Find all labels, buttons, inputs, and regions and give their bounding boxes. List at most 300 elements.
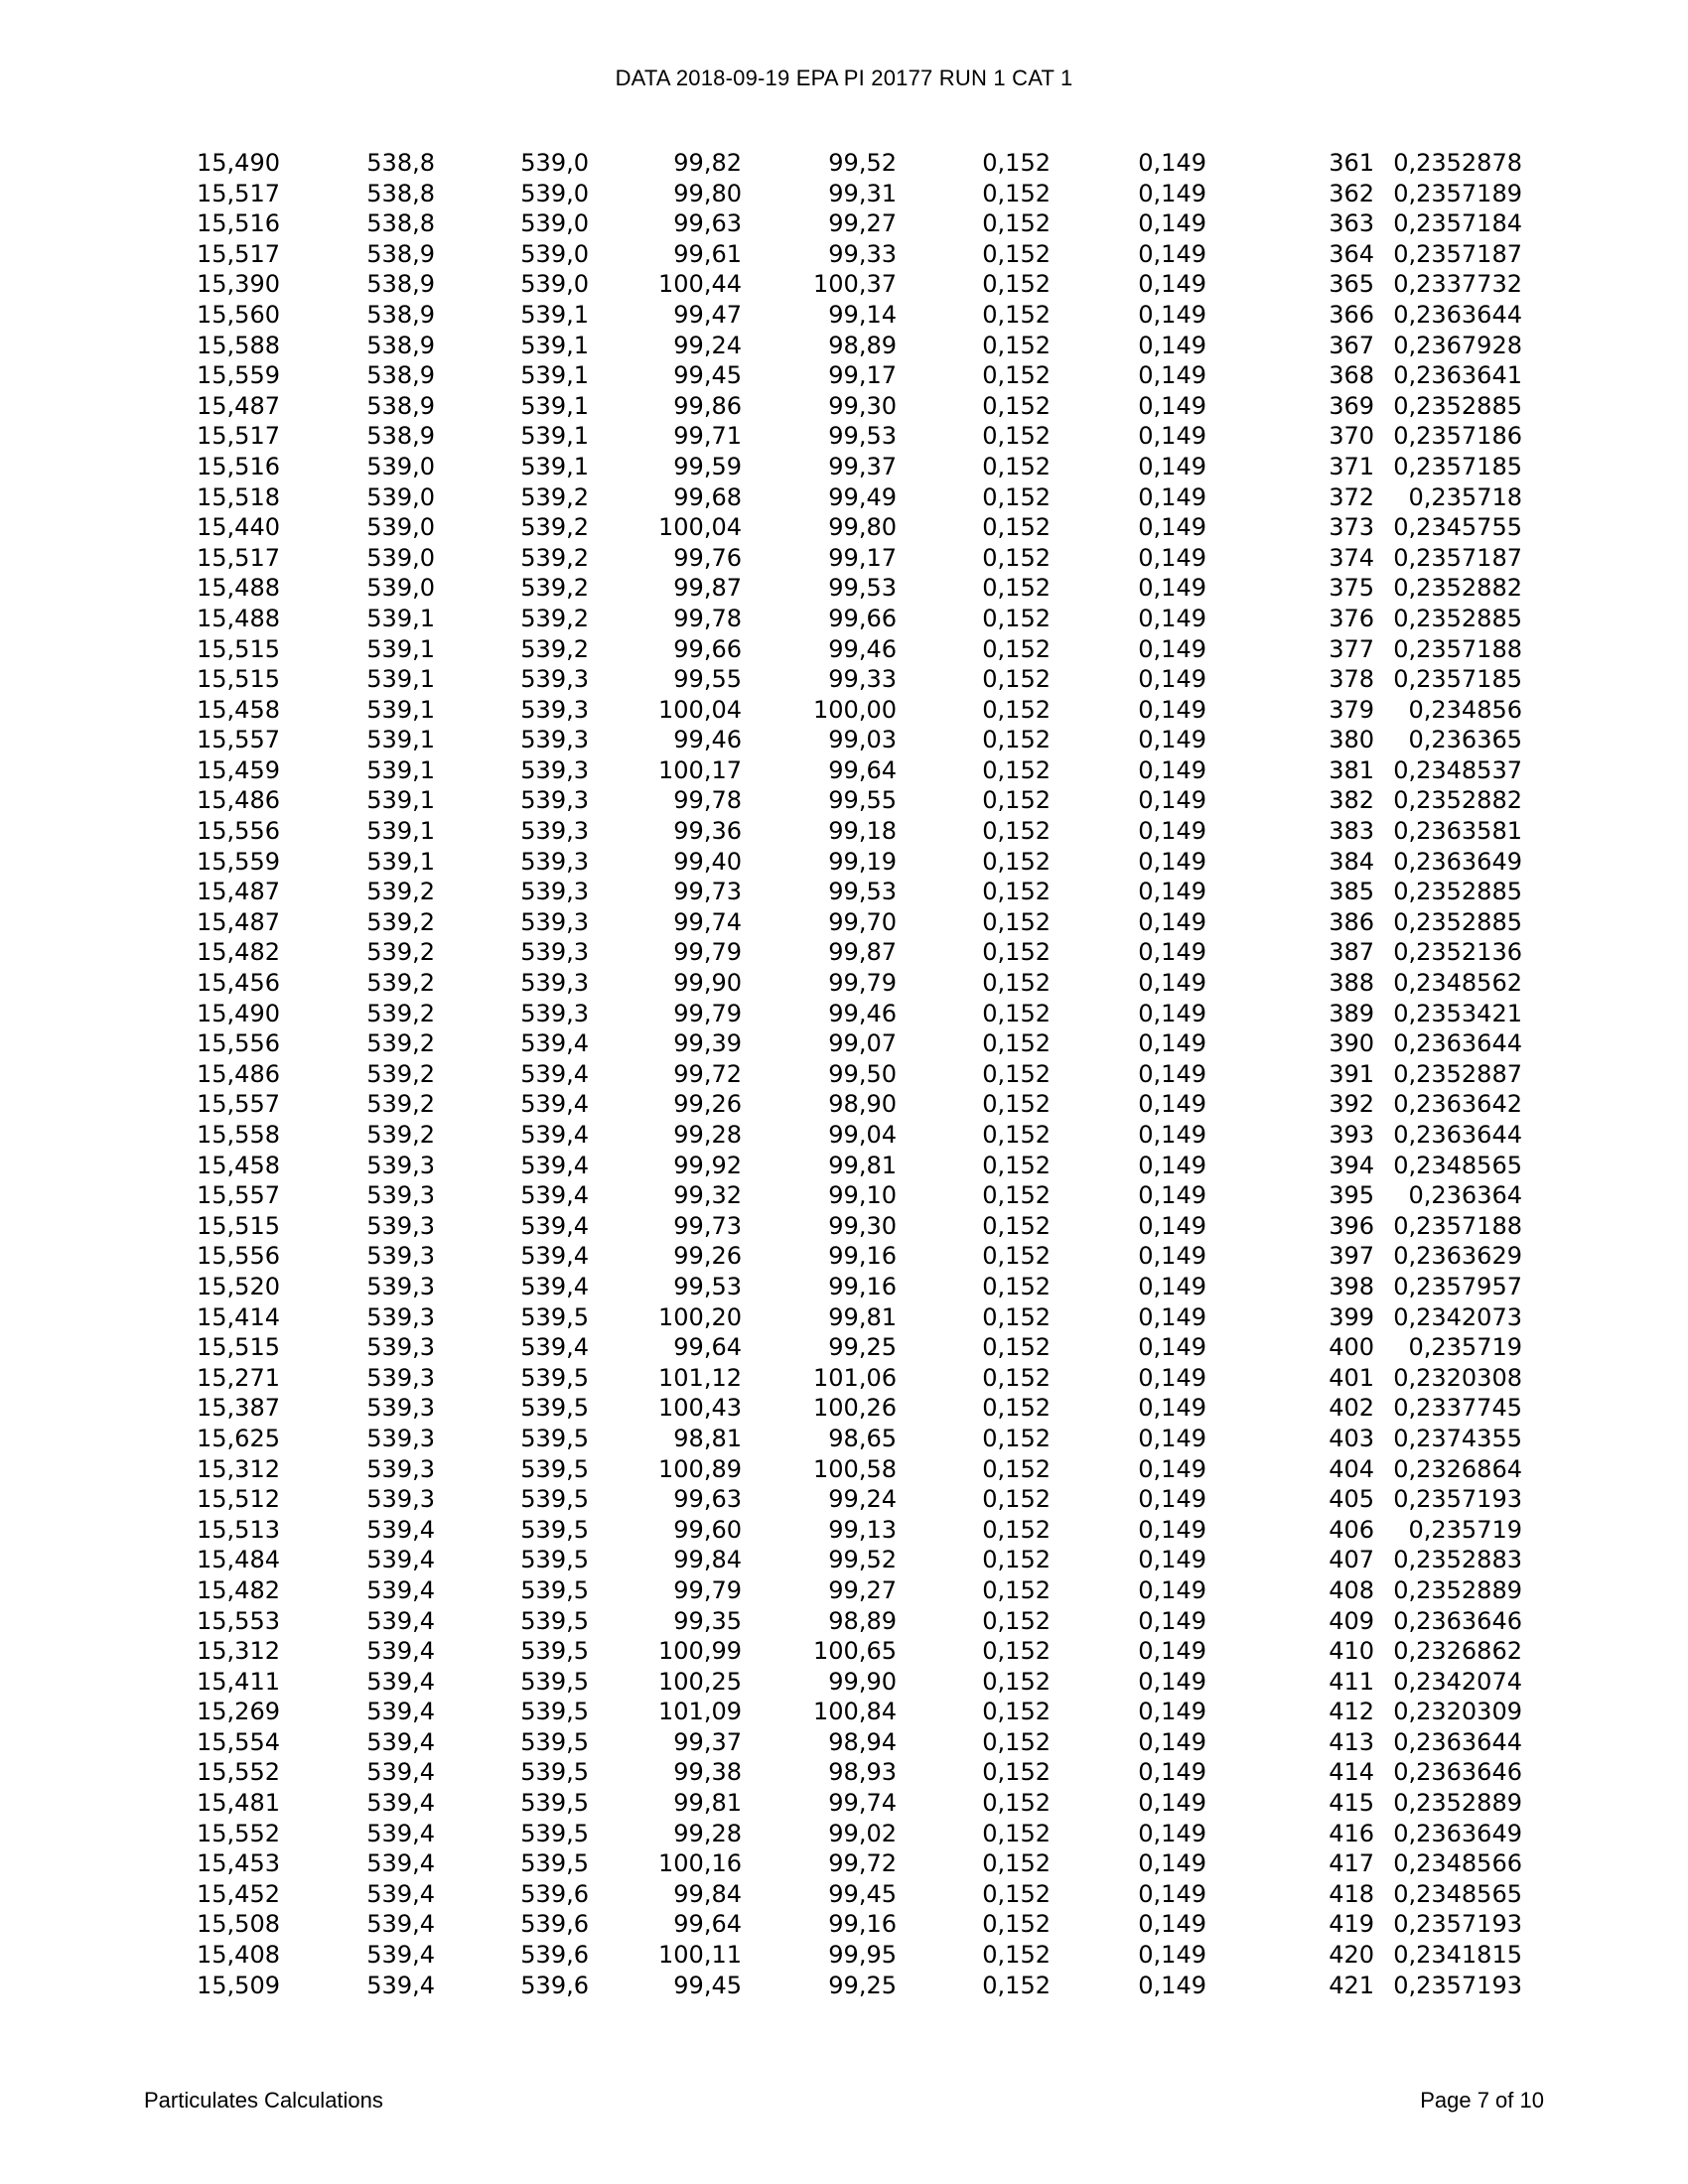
table-cell: 539,0 — [366, 574, 435, 603]
table-cell: 0,152 — [982, 847, 1051, 876]
table-cell: 0,149 — [1138, 1394, 1206, 1423]
table-cell: 99,26 — [673, 1242, 742, 1271]
footer-page-number: Page 7 of 10 — [1420, 2088, 1544, 2113]
table-row — [119, 1545, 1522, 1575]
table-cell: 379 — [1329, 695, 1374, 724]
table-cell: 539,2 — [520, 574, 589, 603]
table-row — [119, 1940, 1522, 1971]
table-row — [119, 1120, 1522, 1151]
table-cell: 100,37 — [813, 270, 897, 299]
table-cell: 15,490 — [197, 999, 280, 1027]
table-cell: 15,554 — [197, 1727, 280, 1756]
table-cell: 392 — [1329, 1090, 1374, 1119]
table-cell: 539,1 — [366, 726, 435, 754]
table-row — [119, 179, 1522, 209]
table-cell: 15,482 — [197, 938, 280, 967]
table-cell: 99,25 — [828, 1971, 897, 1999]
table-row — [119, 1424, 1522, 1454]
table-cell: 539,6 — [520, 1879, 589, 1908]
table-cell: 539,3 — [366, 1181, 435, 1210]
table-cell: 15,517 — [197, 179, 280, 207]
table-row — [119, 512, 1522, 543]
table-cell: 0,152 — [982, 1454, 1051, 1483]
table-cell: 539,3 — [366, 1333, 435, 1362]
table-cell: 0,2363646 — [1393, 1606, 1522, 1635]
table-cell: 15,513 — [197, 1515, 280, 1544]
table-cell: 15,487 — [197, 391, 280, 420]
table-cell: 0,2357185 — [1393, 452, 1522, 480]
table-cell: 539,2 — [366, 999, 435, 1027]
table-cell: 99,38 — [673, 1758, 742, 1787]
table-cell: 99,92 — [673, 1151, 742, 1179]
table-cell: 0,149 — [1138, 179, 1206, 207]
table-cell: 395 — [1329, 1181, 1374, 1210]
table-cell: 15,557 — [197, 1090, 280, 1119]
table-cell: 0,152 — [982, 695, 1051, 724]
table-cell: 0,152 — [982, 726, 1051, 754]
table-cell: 0,2357185 — [1393, 665, 1522, 694]
table-body — [119, 148, 1522, 2000]
table-cell: 15,458 — [197, 1151, 280, 1179]
table-cell: 539,5 — [520, 1454, 589, 1483]
table-row — [119, 634, 1522, 665]
table-cell: 0,2363644 — [1393, 1727, 1522, 1756]
table-cell: 387 — [1329, 938, 1374, 967]
table-cell: 539,0 — [366, 482, 435, 511]
table-cell: 0,2357189 — [1393, 179, 1522, 207]
table-cell: 383 — [1329, 817, 1374, 846]
table-cell: 99,02 — [828, 1819, 897, 1847]
table-cell: 99,45 — [673, 361, 742, 390]
table-cell: 0,152 — [982, 513, 1051, 542]
table-cell: 0,149 — [1138, 1059, 1206, 1088]
table-cell: 0,149 — [1138, 755, 1206, 784]
table-cell: 99,37 — [673, 1727, 742, 1756]
table-cell: 539,2 — [520, 543, 589, 572]
table-cell: 0,149 — [1138, 817, 1206, 846]
table-cell: 0,149 — [1138, 1424, 1206, 1452]
table-cell: 15,486 — [197, 786, 280, 815]
table-cell: 0,2363644 — [1393, 1029, 1522, 1058]
table-cell: 0,152 — [982, 755, 1051, 784]
table-cell: 539,3 — [520, 786, 589, 815]
table-cell: 539,2 — [366, 878, 435, 906]
table-cell: 375 — [1329, 574, 1374, 603]
table-cell: 99,27 — [828, 209, 897, 238]
table-cell: 100,44 — [658, 270, 742, 299]
table-row — [119, 421, 1522, 452]
table-row — [119, 1667, 1522, 1698]
table-cell: 15,518 — [197, 482, 280, 511]
table-cell: 420 — [1329, 1941, 1374, 1970]
table-cell: 539,0 — [520, 239, 589, 268]
table-cell: 539,4 — [520, 1029, 589, 1058]
table-cell: 539,4 — [366, 1941, 435, 1970]
table-cell: 0,2337732 — [1393, 270, 1522, 299]
table-cell: 15,625 — [197, 1424, 280, 1452]
table-cell: 15,557 — [197, 1181, 280, 1210]
table-cell: 99,17 — [828, 543, 897, 572]
table-cell: 397 — [1329, 1242, 1374, 1271]
table-cell: 99,73 — [673, 878, 742, 906]
table-cell: 539,0 — [520, 270, 589, 299]
table-cell: 539,4 — [366, 1727, 435, 1756]
table-cell: 0,149 — [1138, 1454, 1206, 1483]
table-cell: 0,152 — [982, 878, 1051, 906]
table-cell: 15,515 — [197, 634, 280, 663]
table-row — [119, 331, 1522, 361]
table-cell: 15,488 — [197, 604, 280, 632]
table-cell: 99,25 — [828, 1333, 897, 1362]
table-cell: 99,79 — [673, 999, 742, 1027]
table-cell: 15,512 — [197, 1485, 280, 1514]
table-cell: 0,152 — [982, 543, 1051, 572]
table-cell: 15,515 — [197, 1333, 280, 1362]
table-cell: 99,32 — [673, 1181, 742, 1210]
table-cell: 419 — [1329, 1910, 1374, 1939]
table-cell: 539,6 — [520, 1971, 589, 1999]
table-row — [119, 1697, 1522, 1727]
table-cell: 539,5 — [520, 1302, 589, 1331]
table-cell: 538,8 — [366, 209, 435, 238]
table-cell: 394 — [1329, 1151, 1374, 1179]
table-cell: 0,149 — [1138, 1637, 1206, 1666]
table-cell: 15,487 — [197, 907, 280, 936]
table-cell: 0,2353421 — [1393, 999, 1522, 1027]
table-cell: 0,149 — [1138, 1941, 1206, 1970]
table-cell: 15,509 — [197, 1971, 280, 1999]
table-cell: 0,2348565 — [1393, 1879, 1522, 1908]
table-cell: 100,65 — [813, 1637, 897, 1666]
table-cell: 0,149 — [1138, 270, 1206, 299]
table-cell: 539,4 — [366, 1637, 435, 1666]
table-cell: 415 — [1329, 1789, 1374, 1818]
table-cell: 99,28 — [673, 1121, 742, 1149]
table-cell: 99,49 — [828, 482, 897, 511]
table-cell: 0,149 — [1138, 239, 1206, 268]
table-cell: 539,3 — [520, 999, 589, 1027]
table-cell: 386 — [1329, 907, 1374, 936]
table-cell: 0,2352889 — [1393, 1789, 1522, 1818]
table-cell: 0,2348537 — [1393, 755, 1522, 784]
table-cell: 396 — [1329, 1211, 1374, 1240]
table-cell: 538,9 — [366, 300, 435, 329]
table-cell: 0,235719 — [1408, 1515, 1522, 1544]
table-cell: 98,89 — [828, 1606, 897, 1635]
table-cell: 538,9 — [366, 331, 435, 359]
table-cell: 0,2357186 — [1393, 422, 1522, 451]
table-cell: 0,152 — [982, 391, 1051, 420]
table-cell: 0,149 — [1138, 452, 1206, 480]
table-cell: 539,4 — [366, 1819, 435, 1847]
table-row — [119, 1636, 1522, 1667]
table-cell: 404 — [1329, 1454, 1374, 1483]
table-cell: 0,149 — [1138, 907, 1206, 936]
table-cell: 416 — [1329, 1819, 1374, 1847]
table-cell: 0,236364 — [1408, 1181, 1522, 1210]
table-cell: 15,516 — [197, 452, 280, 480]
table-cell: 539,5 — [520, 1424, 589, 1452]
table-cell: 0,152 — [982, 1819, 1051, 1847]
table-row — [119, 847, 1522, 878]
table-cell: 0,149 — [1138, 847, 1206, 876]
table-cell: 15,453 — [197, 1849, 280, 1878]
table-cell: 0,2357187 — [1393, 239, 1522, 268]
table-cell: 0,152 — [982, 361, 1051, 390]
table-cell: 539,0 — [366, 513, 435, 542]
table-cell: 0,2352878 — [1393, 149, 1522, 177]
table-cell: 99,84 — [673, 1879, 742, 1908]
table-cell: 539,4 — [366, 1575, 435, 1604]
table-cell: 539,3 — [366, 1485, 435, 1514]
table-row — [119, 452, 1522, 482]
table-cell: 0,152 — [982, 1546, 1051, 1574]
table-cell: 0,2342074 — [1393, 1667, 1522, 1696]
table-row — [119, 1180, 1522, 1211]
table-cell: 539,5 — [520, 1819, 589, 1847]
table-cell: 374 — [1329, 543, 1374, 572]
table-cell: 368 — [1329, 361, 1374, 390]
table-cell: 15,484 — [197, 1546, 280, 1574]
table-cell: 101,09 — [658, 1698, 742, 1726]
table-row — [119, 1757, 1522, 1788]
table-cell: 539,2 — [366, 1121, 435, 1149]
table-cell: 538,9 — [366, 270, 435, 299]
table-row — [119, 907, 1522, 938]
table-cell: 0,149 — [1138, 999, 1206, 1027]
table-row — [119, 1302, 1522, 1333]
table-cell: 0,152 — [982, 1789, 1051, 1818]
table-cell: 0,149 — [1138, 665, 1206, 694]
table-cell: 0,149 — [1138, 1121, 1206, 1149]
table-cell: 539,5 — [520, 1606, 589, 1635]
table-row — [119, 573, 1522, 604]
table-cell: 539,4 — [366, 1698, 435, 1726]
table-cell: 99,55 — [828, 786, 897, 815]
table-cell: 15,516 — [197, 209, 280, 238]
table-cell: 100,26 — [813, 1394, 897, 1423]
table-row — [119, 239, 1522, 270]
table-cell: 15,552 — [197, 1758, 280, 1787]
table-cell: 100,84 — [813, 1698, 897, 1726]
table-cell: 398 — [1329, 1272, 1374, 1300]
table-cell: 539,5 — [520, 1789, 589, 1818]
table-cell: 99,14 — [828, 300, 897, 329]
table-cell: 410 — [1329, 1637, 1374, 1666]
table-cell: 0,2363629 — [1393, 1242, 1522, 1271]
table-cell: 408 — [1329, 1575, 1374, 1604]
table-row — [119, 1848, 1522, 1879]
table-cell: 0,149 — [1138, 1879, 1206, 1908]
table-cell: 539,4 — [366, 1879, 435, 1908]
table-cell: 99,86 — [673, 391, 742, 420]
table-cell: 15,556 — [197, 1029, 280, 1058]
table-cell: 0,2363644 — [1393, 1121, 1522, 1149]
table-cell: 0,149 — [1138, 1029, 1206, 1058]
table-cell: 15,312 — [197, 1454, 280, 1483]
table-cell: 99,60 — [673, 1515, 742, 1544]
table-cell: 100,20 — [658, 1302, 742, 1331]
table-cell: 366 — [1329, 300, 1374, 329]
table-cell: 539,0 — [366, 452, 435, 480]
table-cell: 539,2 — [520, 513, 589, 542]
table-cell: 0,2357193 — [1393, 1910, 1522, 1939]
table-cell: 539,4 — [520, 1090, 589, 1119]
table-row — [119, 664, 1522, 695]
table-cell: 0,152 — [982, 1363, 1051, 1392]
table-cell: 539,1 — [366, 695, 435, 724]
table-cell: 99,55 — [673, 665, 742, 694]
table-cell: 0,152 — [982, 179, 1051, 207]
table-cell: 0,149 — [1138, 1667, 1206, 1696]
table-cell: 382 — [1329, 786, 1374, 815]
table-cell: 0,152 — [982, 1181, 1051, 1210]
table-cell: 99,10 — [828, 1181, 897, 1210]
table-cell: 99,73 — [673, 1211, 742, 1240]
table-cell: 15,411 — [197, 1667, 280, 1696]
table-cell: 539,1 — [366, 817, 435, 846]
table-cell: 539,4 — [520, 1121, 589, 1149]
table-cell: 372 — [1329, 482, 1374, 511]
table-cell: 539,3 — [366, 1242, 435, 1271]
table-row — [119, 1454, 1522, 1485]
table-cell: 99,80 — [828, 513, 897, 542]
table-cell: 101,06 — [813, 1363, 897, 1392]
table-cell: 0,152 — [982, 209, 1051, 238]
table-cell: 403 — [1329, 1424, 1374, 1452]
table-cell: 402 — [1329, 1394, 1374, 1423]
table-cell: 99,71 — [673, 422, 742, 451]
table-cell: 15,390 — [197, 270, 280, 299]
table-cell: 100,04 — [658, 695, 742, 724]
table-cell: 400 — [1329, 1333, 1374, 1362]
page-footer — [144, 2088, 1544, 2114]
table-cell: 0,2363649 — [1393, 847, 1522, 876]
table-cell: 0,152 — [982, 1758, 1051, 1787]
table-cell: 0,149 — [1138, 1606, 1206, 1635]
table-cell: 539,3 — [520, 726, 589, 754]
table-cell: 99,87 — [828, 938, 897, 967]
table-cell: 393 — [1329, 1121, 1374, 1149]
table-cell: 15,508 — [197, 1910, 280, 1939]
table-cell: 539,4 — [366, 1758, 435, 1787]
table-cell: 0,149 — [1138, 1789, 1206, 1818]
table-row — [119, 1606, 1522, 1637]
table-cell: 412 — [1329, 1698, 1374, 1726]
table-cell: 363 — [1329, 209, 1374, 238]
table-cell: 539,1 — [366, 786, 435, 815]
table-cell: 0,152 — [982, 1637, 1051, 1666]
table-row — [119, 1515, 1522, 1546]
table-cell: 0,149 — [1138, 1211, 1206, 1240]
table-cell: 0,2357188 — [1393, 1211, 1522, 1240]
table-cell: 539,2 — [520, 482, 589, 511]
footer-document-name: Particulates Calculations — [144, 2088, 383, 2113]
table-cell: 0,152 — [982, 149, 1051, 177]
table-row — [119, 148, 1522, 179]
table-cell: 100,17 — [658, 755, 742, 784]
table-cell: 15,271 — [197, 1363, 280, 1392]
table-cell: 539,0 — [520, 149, 589, 177]
table-cell: 0,152 — [982, 1941, 1051, 1970]
table-cell: 99,33 — [828, 665, 897, 694]
table-row — [119, 604, 1522, 634]
table-cell: 15,517 — [197, 543, 280, 572]
table-cell: 99,16 — [828, 1242, 897, 1271]
table-cell: 99,03 — [828, 726, 897, 754]
table-cell: 99,79 — [673, 1575, 742, 1604]
table-cell: 539,4 — [520, 1242, 589, 1271]
table-cell: 99,81 — [673, 1789, 742, 1818]
table-cell: 99,64 — [673, 1910, 742, 1939]
table-cell: 0,149 — [1138, 878, 1206, 906]
table-cell: 0,152 — [982, 452, 1051, 480]
table-cell: 99,50 — [828, 1059, 897, 1088]
table-cell: 377 — [1329, 634, 1374, 663]
table-cell: 381 — [1329, 755, 1374, 784]
table-cell: 539,3 — [366, 1211, 435, 1240]
table-cell: 0,149 — [1138, 209, 1206, 238]
table-row — [119, 543, 1522, 574]
table-row — [119, 482, 1522, 513]
table-cell: 99,36 — [673, 817, 742, 846]
table-cell: 99,74 — [828, 1789, 897, 1818]
table-cell: 539,1 — [366, 847, 435, 876]
table-cell: 539,3 — [520, 938, 589, 967]
table-cell: 0,2341815 — [1393, 1941, 1522, 1970]
table-cell: 539,5 — [520, 1546, 589, 1574]
table-row — [119, 1059, 1522, 1090]
table-row — [119, 755, 1522, 786]
table-cell: 367 — [1329, 331, 1374, 359]
table-row — [119, 816, 1522, 847]
table-cell: 98,93 — [828, 1758, 897, 1787]
table-cell: 378 — [1329, 665, 1374, 694]
table-cell: 539,1 — [520, 422, 589, 451]
table-cell: 0,2352885 — [1393, 878, 1522, 906]
table-cell: 99,79 — [673, 938, 742, 967]
table-cell: 539,5 — [520, 1637, 589, 1666]
table-cell: 0,152 — [982, 634, 1051, 663]
table-cell: 388 — [1329, 969, 1374, 998]
table-cell: 539,3 — [520, 695, 589, 724]
table-cell: 0,2326864 — [1393, 1454, 1522, 1483]
table-row — [119, 1484, 1522, 1515]
table-cell: 99,66 — [673, 634, 742, 663]
table-cell: 15,515 — [197, 1211, 280, 1240]
table-cell: 0,149 — [1138, 361, 1206, 390]
table-cell: 99,53 — [828, 422, 897, 451]
table-cell: 539,3 — [366, 1454, 435, 1483]
table-cell: 99,04 — [828, 1121, 897, 1149]
table-cell: 418 — [1329, 1879, 1374, 1908]
table-cell: 99,68 — [673, 482, 742, 511]
table-cell: 0,2363642 — [1393, 1090, 1522, 1119]
table-cell: 539,4 — [366, 1849, 435, 1878]
table-cell: 0,2357957 — [1393, 1272, 1522, 1300]
table-cell: 15,312 — [197, 1637, 280, 1666]
table-cell: 0,152 — [982, 1575, 1051, 1604]
table-cell: 391 — [1329, 1059, 1374, 1088]
table-cell: 99,63 — [673, 1485, 742, 1514]
table-cell: 0,149 — [1138, 1758, 1206, 1787]
table-cell: 99,16 — [828, 1910, 897, 1939]
table-cell: 0,149 — [1138, 938, 1206, 967]
table-cell: 15,552 — [197, 1819, 280, 1847]
table-cell: 0,152 — [982, 1211, 1051, 1240]
table-cell: 0,152 — [982, 1971, 1051, 1999]
table-cell: 0,149 — [1138, 969, 1206, 998]
